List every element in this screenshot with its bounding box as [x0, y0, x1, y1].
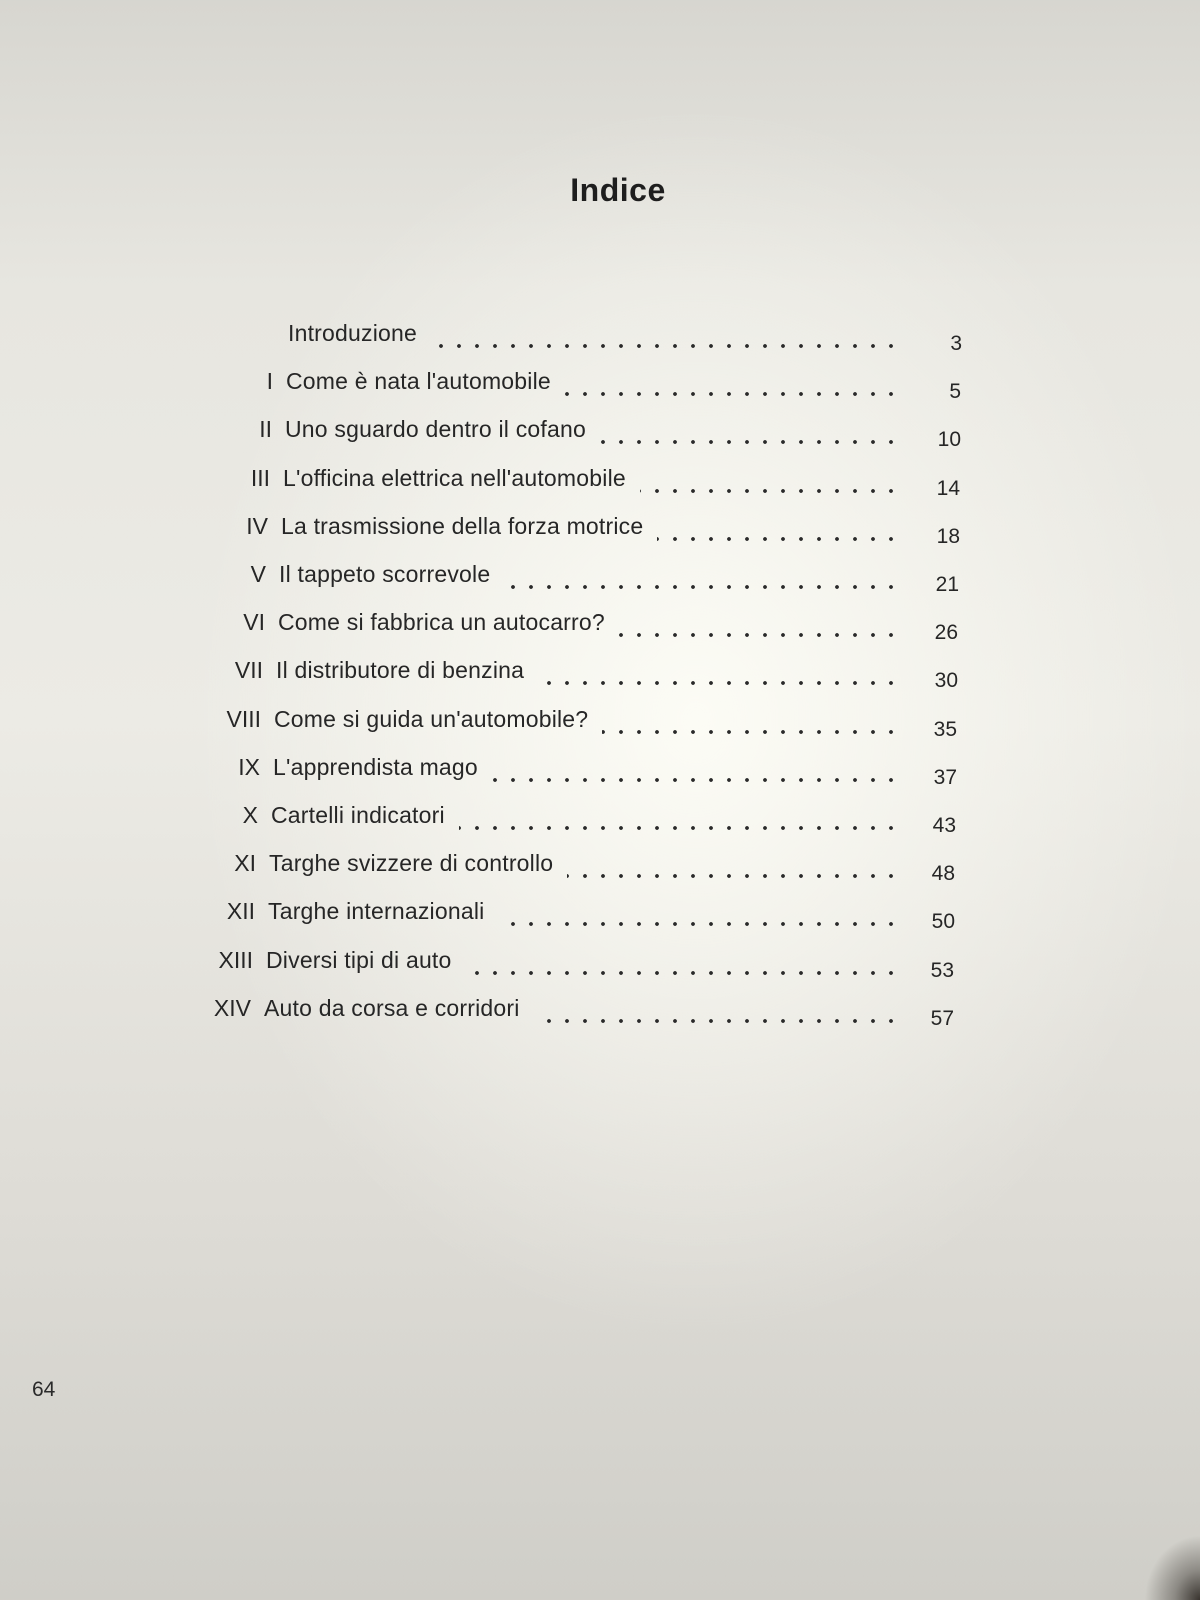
chapter-title: Auto da corsa e corridori [264, 994, 520, 1021]
chapter-page-number: 5 [949, 380, 961, 404]
chapter-page-number: 30 [934, 669, 958, 693]
chapter-title: Uno sguardo dentro il cofano [285, 416, 586, 443]
toc-entry [0, 513, 1200, 553]
dot-leader [492, 754, 900, 788]
chapter-numeral: II [259, 416, 272, 443]
dot-leader [466, 947, 900, 981]
chapter-title: Diversi tipi di auto [266, 946, 452, 973]
toc-entry [0, 320, 1200, 360]
chapter-title: L'officina elettrica nell'automobile [283, 464, 626, 491]
toc-entry [0, 802, 1200, 842]
dot-leader [459, 802, 900, 836]
toc-entry [0, 657, 1200, 697]
page-number-folio: 64 [32, 1378, 56, 1401]
dot-leader [534, 995, 900, 1029]
chapter-numeral: XII [226, 898, 255, 925]
dot-leader [640, 465, 900, 499]
chapter-page-number: 26 [934, 621, 958, 645]
toc-entry [0, 416, 1200, 456]
chapter-title: Il tappeto scorrevole [279, 561, 491, 587]
corner-shadow [1140, 1530, 1200, 1600]
toc-entry [0, 850, 1200, 890]
chapter-numeral: I [266, 368, 273, 395]
chapter-numeral: VI [243, 609, 265, 636]
chapter-numeral: III [250, 464, 270, 491]
toc-entry [0, 561, 1200, 601]
chapter-numeral: X [242, 802, 258, 828]
chapter-numeral: XI [234, 850, 256, 877]
chapter-title: L'apprendista mago [273, 753, 478, 780]
toc-entry [0, 368, 1200, 408]
chapter-title: Come è nata l'automobile [286, 368, 551, 395]
chapter-title: Il distributore di benzina [276, 657, 525, 684]
chapter-numeral: VII [234, 657, 263, 684]
chapter-title: Come si guida un'automobile? [274, 705, 589, 732]
dot-leader [619, 609, 900, 643]
chapter-title: Targhe internazionali [268, 898, 485, 925]
chapter-page-number: 43 [932, 814, 956, 837]
chapter-numeral: VIII [226, 705, 261, 732]
toc-entry [0, 465, 1200, 505]
toc-entry [0, 995, 1200, 1035]
chapter-page-number: 37 [933, 765, 957, 789]
chapter-numeral: IX [238, 753, 260, 780]
chapter-numeral: XIV [213, 994, 251, 1021]
chapter-title: Targhe svizzere di controllo [269, 850, 554, 877]
dot-leader [657, 513, 900, 547]
toc-entry [0, 947, 1200, 987]
chapter-page-number: 48 [931, 862, 955, 886]
dot-leader [538, 657, 900, 691]
chapter-numeral: XIII [218, 946, 253, 973]
chapter-page-number: 14 [936, 476, 960, 500]
dot-leader [600, 416, 900, 450]
toc-entry [0, 898, 1200, 938]
dot-leader [504, 561, 900, 595]
chapter-page-number: 57 [930, 1006, 954, 1030]
chapter-page-number: 53 [930, 958, 954, 982]
toc-entry [0, 706, 1200, 746]
chapter-title: La trasmissione della forza motrice [281, 512, 644, 539]
chapter-title: Cartelli indicatori [271, 802, 445, 828]
chapter-title: Introduzione [288, 320, 417, 346]
chapter-numeral: V [250, 561, 266, 587]
dot-leader [565, 368, 900, 402]
chapter-page-number: 35 [933, 717, 957, 741]
toc-entry [0, 609, 1200, 649]
toc-entry [0, 754, 1200, 794]
dot-leader [602, 706, 900, 740]
chapter-page-number: 3 [950, 332, 962, 355]
chapter-page-number: 50 [931, 910, 955, 934]
chapter-page-number: 10 [937, 428, 961, 452]
chapter-page-number: 18 [936, 524, 960, 548]
chapter-numeral: IV [246, 512, 268, 539]
dot-leader [431, 320, 900, 354]
chapter-page-number: 21 [935, 573, 959, 596]
page-title: Indice [570, 172, 666, 208]
dot-leader [498, 898, 900, 932]
chapter-title: Come si fabbrica un autocarro? [278, 609, 605, 636]
dot-leader [567, 850, 900, 884]
